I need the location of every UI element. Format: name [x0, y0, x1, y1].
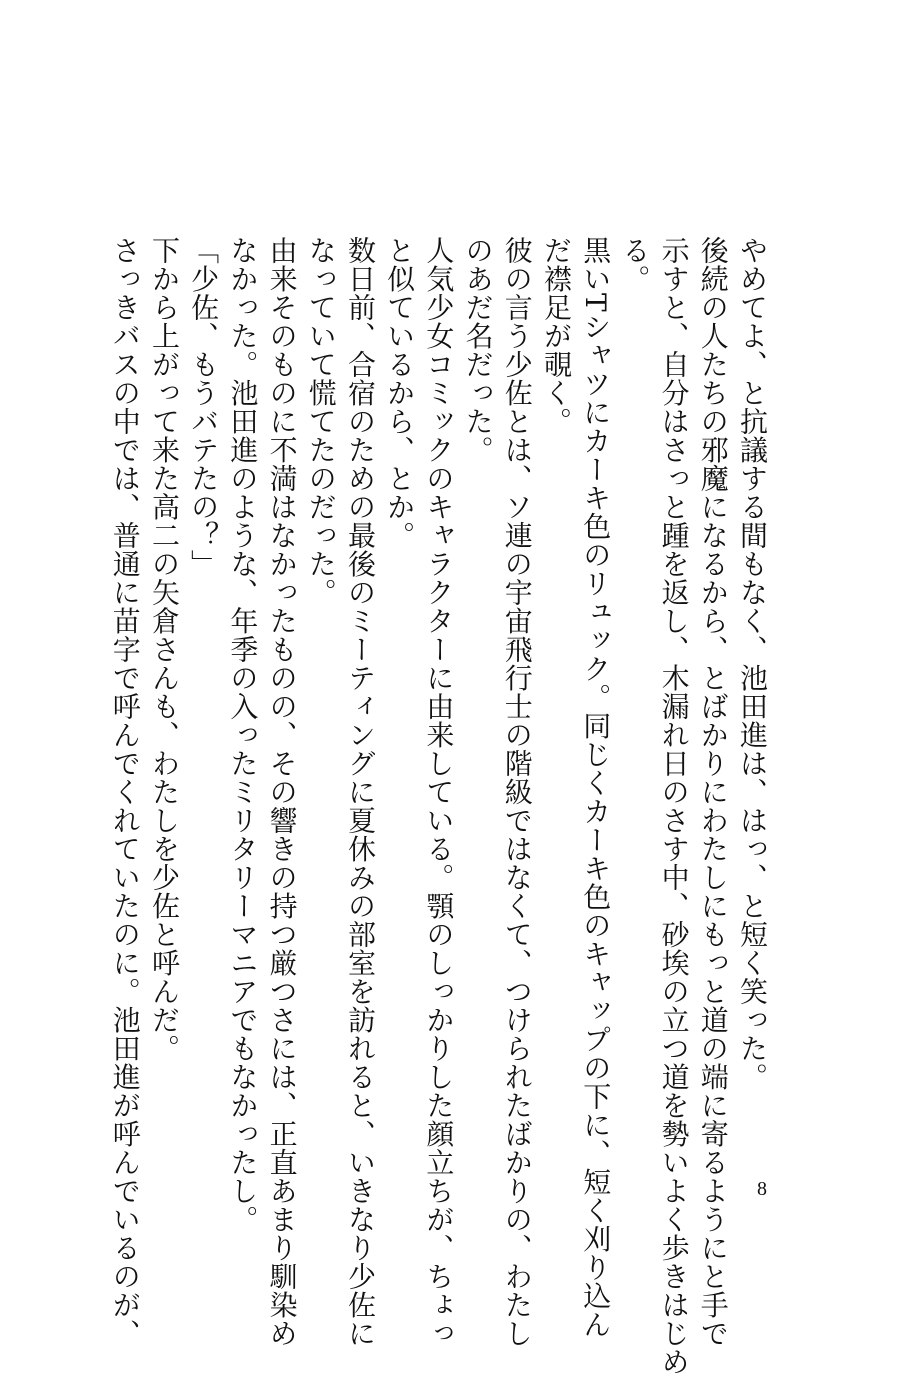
text-line: 黒いTシャツにカーキ色のリュック。同じくカーキ色のキャップの下に、短く刈り込ん	[579, 236, 613, 1339]
text-line: 数日前、合宿のための最後のミーティングに夏休みの部室を訪れると、いきなり少佐に	[343, 236, 377, 1348]
text-line: 下から上がって来た高二の矢倉さんも、わたしを少佐と呼んだ。	[147, 236, 181, 1063]
text-line: 後続の人たちの邪魔になるから、とばかりにわたしにもっと道の端に寄るようにと手で	[696, 236, 730, 1348]
text-line: だ襟足が覗く。	[539, 236, 573, 436]
text-line: 彼の言う少佐とは、ソ連の宇宙飛行士の階級ではなくて、つけられたばかりの、わたし	[500, 236, 534, 1348]
text-line: 「少佐、もうバテたの？」	[187, 236, 221, 578]
text-line: なかった。池田進のような、年季の入ったミリタリーマニアでもなかったし。	[226, 236, 260, 1234]
text-line: る。	[618, 236, 652, 293]
body-text	[108, 236, 772, 1376]
text-line: さっきバスの中では、普通に苗字で呼んでくれていたのに。池田進が呼んでいるのが、	[108, 236, 142, 1348]
text-line: 由来そのものに不満はなかったものの、その響きの持つ厳つさには、正直あまり馴染め	[265, 236, 299, 1348]
text-line: と似ているから、とか。	[383, 236, 417, 550]
text-line: なっていて慌てたのだった。	[304, 236, 338, 607]
text-line: やめてよ、と抗議する間もなく、池田進は、はっ、と短く笑った。	[736, 236, 769, 1091]
page-number: 8	[757, 1178, 767, 1200]
text-line: 人気少女コミックのキャラクターに由来している。顎のしっかりした顔立ちが、ちょっ	[422, 236, 456, 1348]
text-line: のあだ名だった。	[461, 236, 495, 464]
text-line: 示すと、自分はさっと踵を返し、木漏れ日のさす中、砂埃の立つ道を勢いよく歩きはじめ	[657, 236, 691, 1376]
